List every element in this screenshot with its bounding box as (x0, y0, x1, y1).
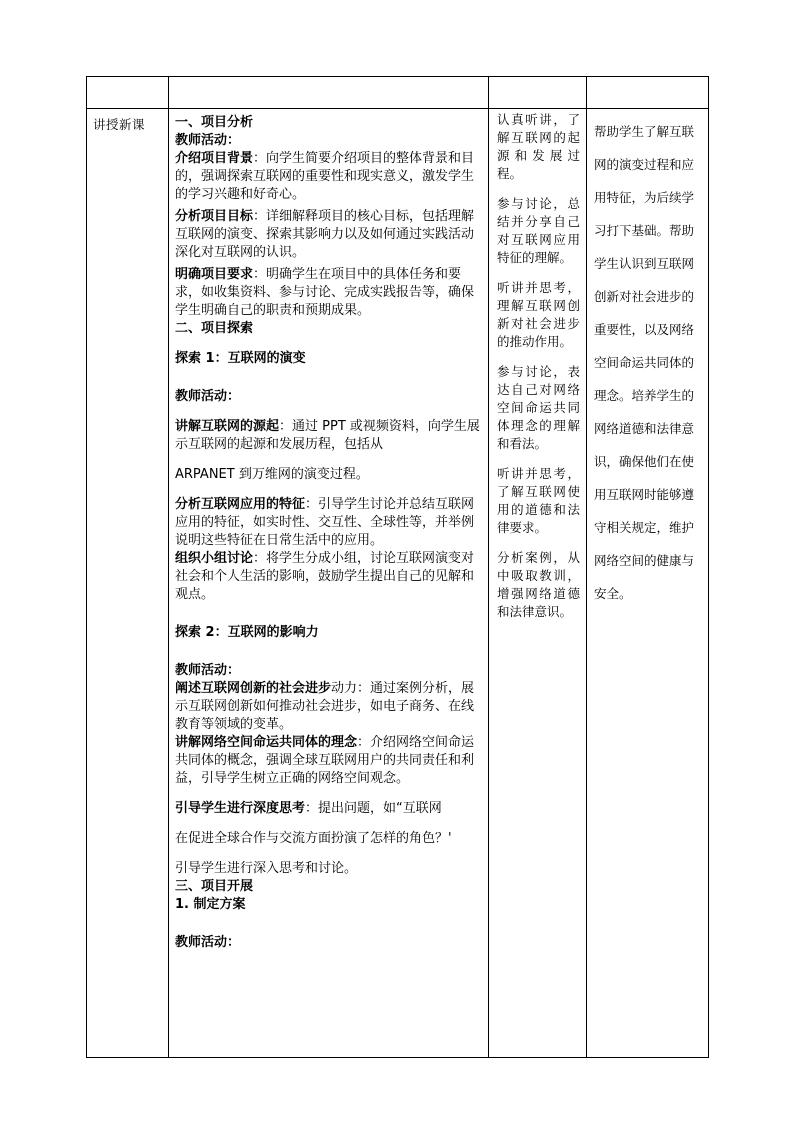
project-develop-heading: 三、项目开展 (175, 879, 254, 894)
group-label: 组织小组讨论 (175, 551, 254, 566)
feature-text: ：引导学生讨论并总结互联网应用的特征，如实时性、交互性、全球性等，并举例说明这些特征在日常生活中的应用。 (175, 497, 475, 548)
project-analysis-heading: 一、项目分析 (175, 115, 254, 130)
group-paragraph (175, 550, 484, 604)
origin-paragraph (175, 418, 484, 454)
header-row (87, 77, 709, 109)
header-cell-3 (489, 77, 587, 109)
student-activity-1: 认真听讲，了解互联网的起源和发展过程。 (497, 112, 580, 181)
deep-thinking-line-3: 引导学生进行深入思考和讨论。 (175, 861, 358, 876)
requirement-text: ：明确学生在项目中的具体任务和要求，如收集资料、参与讨论、完成实践报告等，确保学生明确自己的职责和预期成果。 (175, 267, 475, 318)
student-activity-4: 参与讨论，表达自己对网络空间命运共同体理念的理解和看法。 (497, 364, 580, 451)
feature-label: 分析互联网应用的特征 (175, 497, 306, 512)
goal-label: 分析项目目标 (175, 209, 254, 224)
deep-thinking-text: ：提出问题，如“互联网 (305, 801, 442, 816)
innovation-paragraph (175, 680, 484, 734)
teacher-activity-label-2: 教师活动： (175, 389, 241, 404)
header-cell-2 (169, 77, 489, 109)
student-activity-5: 听讲并思考，了解互联网使用的道德和法律要求。 (497, 466, 580, 535)
student-activity-6: 分析案例，从中吸取教训，增强网络道德和法律意识。 (497, 550, 580, 619)
background-label: 介绍项目背景 (175, 151, 254, 166)
community-label: 讲解网络空间命运共同体的理念 (175, 735, 358, 750)
deep-thinking-line-2: 在促进全球合作与交流方面扮演了怎样的角色？' (175, 831, 452, 846)
teacher-activity-label-3: 教师活动： (175, 663, 241, 678)
community-paragraph (175, 734, 484, 788)
section-label: 讲授新课 (87, 109, 169, 1058)
innovation-label: 阐述互联网创新的社会进步 (175, 681, 332, 696)
header-cell-1 (87, 77, 169, 109)
project-explore-heading: 二、项目探索 (175, 321, 254, 336)
feature-paragraph (175, 496, 484, 550)
deep-thinking-paragraph (175, 800, 484, 818)
teacher-activity-label-4: 教师活动： (175, 935, 241, 950)
background-paragraph (175, 150, 484, 204)
develop-step-1: 1. 制定方案 (175, 897, 246, 912)
requirement-paragraph (175, 266, 484, 320)
header-cell-4 (587, 77, 709, 109)
body-row (87, 109, 709, 1058)
student-activity-cell (489, 109, 587, 1058)
student-activity-2: 参与讨论，总结并分享自己对互联网应用特征的理解。 (497, 196, 580, 265)
lesson-plan-table (86, 76, 709, 1058)
goal-text: ：详细解释项目的核心目标，包括理解互联网的演变、探索其影响力以及如何通过实践活动深化对互联网的认识。 (175, 209, 475, 260)
community-text: ：介绍网络空间命运共同体的概念，强调全球互联网用户的共同责任和利益，引导学生树立正确的网络空间观念。 (175, 735, 475, 786)
explore-1-title: 探索 1：互联网的演变 (175, 351, 306, 366)
student-activity-3: 听讲并思考，理解互联网创新对社会进步的推动作用。 (497, 280, 580, 349)
background-text: ：向学生简要介绍项目的整体背景和目的，强调探索互联网的重要性和现实意义，激发学生的学习兴趣和好奇心。 (175, 151, 475, 202)
innovation-text: ：通过案例分析，展示互联网创新如何推动社会进步，如电子商务、在线教育等领域的变革。 (175, 681, 475, 732)
requirement-label: 明确项目要求 (175, 267, 254, 282)
design-intent-cell: 帮助学生了解互联网的演变过程和应用特征，为后续学习打下基础。帮助学生认识到互联网创新对社会进步的重要性，以及网络空间命运共同体的理念。培养学生的网络道德和法律意识，确保他们在使用互联网时能够遵守相关规定，维护网络空间的健康与安全。 (587, 109, 709, 1058)
innovation-label-tail: 动力 (331, 681, 358, 696)
origin-label: 讲解互联网的源起 (175, 419, 280, 434)
origin-paragraph-2: ARPANET 到万维网的演变过程。 (175, 467, 369, 482)
group-text: ：将学生分成小组，讨论互联网演变对社会和个人生活的影响，鼓励学生提出自己的见解和观点。 (175, 551, 475, 602)
deep-thinking-label: 引导学生进行深度思考 (175, 801, 306, 816)
goal-paragraph (175, 208, 484, 262)
explore-2-title: 探索 2：互联网的影响力 (175, 625, 319, 640)
teaching-content-cell (169, 109, 489, 1058)
teacher-activity-label: 教师活动： (175, 133, 241, 148)
origin-text: ：通过 PPT 或视频资料，向学生展示互联网的起源和发展历程，包括从 (175, 419, 480, 452)
